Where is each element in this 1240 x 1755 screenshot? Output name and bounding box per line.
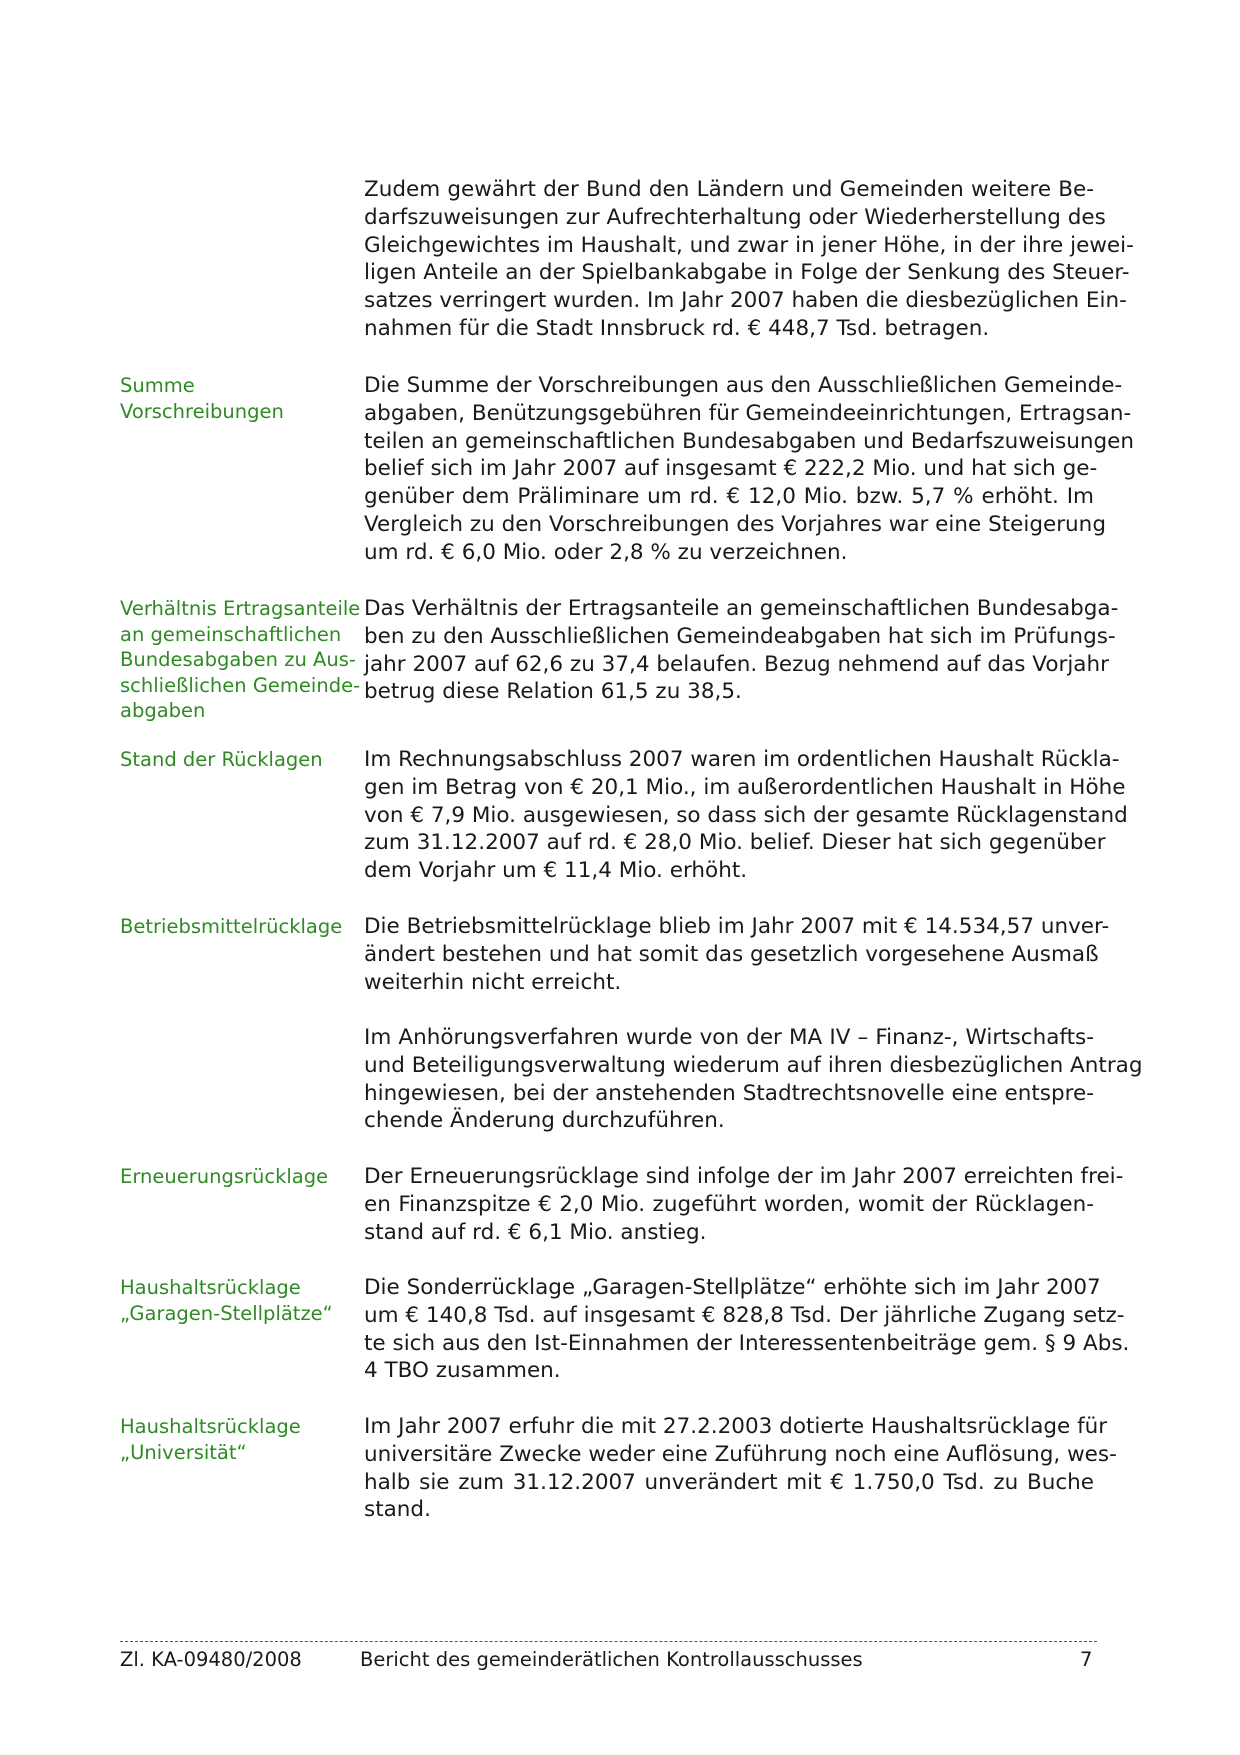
body-line: Im Jahr 2007 erfuhr die mit 27.2.2003 dotierte Haushaltsrücklage für [364,1414,1108,1439]
body-line: ligen Anteile an der Spielbankabgabe in Folge der Senkung des Steuer- [364,260,1130,286]
page-number: 7 [1080,1648,1093,1671]
margin-heading [120,914,355,940]
body-line: satzes verringert wurden. Im Jahr 2007 haben die diesbezüglichen Ein- [364,288,1127,314]
margin-heading [120,1275,355,1326]
body-line: genüber dem Präliminare um rd. € 12,0 Mio. bzw. 5,7 % erhöht. Im [364,484,1094,510]
body-line: stand auf rd. € 6,1 Mio. anstieg. [364,1219,707,1245]
margin-heading-line: an gemeinschaftlichen [120,622,342,646]
body-line: hingewiesen, bei der anstehenden Stadtrechtsnovelle eine entspre- [364,1080,1094,1106]
body-line: stand. [364,1497,431,1523]
margin-heading-line: „Universität“ [120,1440,247,1464]
footer-reference: Zl. KA-09480/2008 [120,1648,302,1671]
body-line: belief sich im Jahr 2007 auf insgesamt € 222,2 Mio. und hat sich ge- [364,456,1098,482]
body-line: Die Summe der Vorschreibungen aus den Ausschließlichen Gemeinde- [364,373,1123,398]
margin-heading-line: Erneuerungsrücklage [120,1165,329,1188]
margin-heading-line: Haushaltsrücklage [120,1415,301,1438]
margin-heading-line: abgaben [120,699,206,722]
body-line: Das Verhältnis der Ertragsanteile an gemeinschaftlichen Bundesabga- [364,596,1119,621]
body-line: betrug diese Relation 61,5 zu 38,5. [364,679,742,705]
body-line: um € 140,8 Tsd. auf insgesamt € 828,8 Tsd. Der jährliche Zugang setz- [364,1302,1125,1328]
body-line: Der Erneuerungsrücklage sind infolge der im Jahr 2007 erreichten frei- [364,1164,1124,1189]
body-line: 4 TBO zusammen. [364,1358,561,1384]
body-line: abgaben, Benützungsgebühren für Gemeindeeinrichtungen, Ertragsan- [364,400,1132,426]
section-body [364,913,1110,996]
body-line: te sich aus den Ist-Einnahmen der Interessentenbeiträge gem. § 9 Abs. [364,1330,1130,1356]
section-body [364,595,1119,706]
margin-heading-line: Summe [120,374,195,397]
margin-heading-line: Betriebsmittelrücklage [120,915,343,938]
body-line: und Beteiligungsverwaltung wiederum auf ihren diesbezüglichen Antrag [364,1052,1143,1078]
body-line: ben zu den Ausschließlichen Gemeindeabgaben hat sich im Prüfungs- [364,623,1116,649]
body-line: Vergleich zu den Vorschreibungen des Vorjahres war eine Steigerung [364,511,1106,537]
margin-heading-line: Verhältnis Ertragsanteile [120,597,361,620]
body-line: jahr 2007 auf 62,6 zu 37,4 belaufen. Bezug nehmend auf das Vorjahr [364,651,1109,677]
margin-heading [120,1414,355,1465]
body-line: Zudem gewährt der Bund den Ländern und Gemeinden weitere Be- [364,177,1094,202]
body-line: Im Anhörungsverfahren wurde von der MA IV – Finanz-, Wirtschafts- [364,1025,1094,1050]
body-line: halb sie zum 31.12.2007 unverändert mit € 1.750,0 Tsd. zu Buche [364,1469,1094,1495]
margin-heading-line: Bundesabgaben zu Aus- [120,648,356,671]
body-line: darfszuweisungen zur Aufrechterhaltung oder Wiederherstellung des [364,204,1106,230]
body-line: teilen an gemeinschaftlichen Bundesabgaben und Bedarfszuweisungen [364,428,1134,454]
section-body [364,1163,1124,1246]
margin-heading [120,373,355,424]
body-line: universitäre Zwecke weder eine Zuführung noch eine Auflösung, wes- [364,1441,1117,1467]
margin-heading [120,1164,355,1190]
body-line: dem Vorjahr um € 11,4 Mio. erhöht. [364,858,748,884]
body-line: weiterhin nicht erreicht. [364,969,622,995]
body-line: um rd. € 6,0 Mio. oder 2,8 % zu verzeichnen. [364,539,848,565]
body-line: nahmen für die Stadt Innsbruck rd. € 448,7 Tsd. betragen. [364,315,990,341]
footer-title: Bericht des gemeinderätlichen Kontrollausschusses [360,1648,863,1671]
section-body [364,746,1128,885]
section-body [364,1274,1130,1385]
body-line: Die Sonderrücklage „Garagen-Stellplätze“ erhöhte sich im Jahr 2007 [364,1275,1101,1300]
margin-heading-line: Vorschreibungen [120,399,284,423]
margin-heading-line: Haushaltsrücklage [120,1276,301,1299]
margin-heading-line: Stand der Rücklagen [120,748,323,771]
margin-heading [120,596,361,724]
body-line: ändert bestehen und hat somit das gesetzlich vorgesehene Ausmaß [364,941,1099,967]
margin-heading [120,747,355,773]
section-body [364,1413,1117,1524]
body-line: en Finanzspitze € 2,0 Mio. zugeführt worden, womit der Rücklagen- [364,1191,1094,1217]
body-line: von € 7,9 Mio. ausgewiesen, so dass sich der gesamte Rücklagenstand [364,802,1128,828]
section-body [364,1024,1143,1135]
body-line: chende Änderung durchzuführen. [364,1108,725,1134]
section-body [364,176,1134,343]
body-line: Gleichgewichtes im Haushalt, und zwar in jener Höhe, in der ihre jewei- [364,232,1134,258]
margin-heading-line: „Garagen-Stellplätze“ [120,1301,333,1325]
section-body [364,372,1134,567]
body-line: Die Betriebsmittelrücklage blieb im Jahr 2007 mit € 14.534,57 unver- [364,914,1110,939]
body-line: gen im Betrag von € 20,1 Mio., im außerordentlichen Haushalt in Höhe [364,774,1126,800]
body-line: Im Rechnungsabschluss 2007 waren im ordentlichen Haushalt Rückla- [364,747,1120,772]
footer-divider [120,1641,1097,1642]
body-line: zum 31.12.2007 auf rd. € 28,0 Mio. belief. Dieser hat sich gegenüber [364,830,1106,856]
margin-heading-line: schließlichen Gemeinde- [120,673,361,697]
